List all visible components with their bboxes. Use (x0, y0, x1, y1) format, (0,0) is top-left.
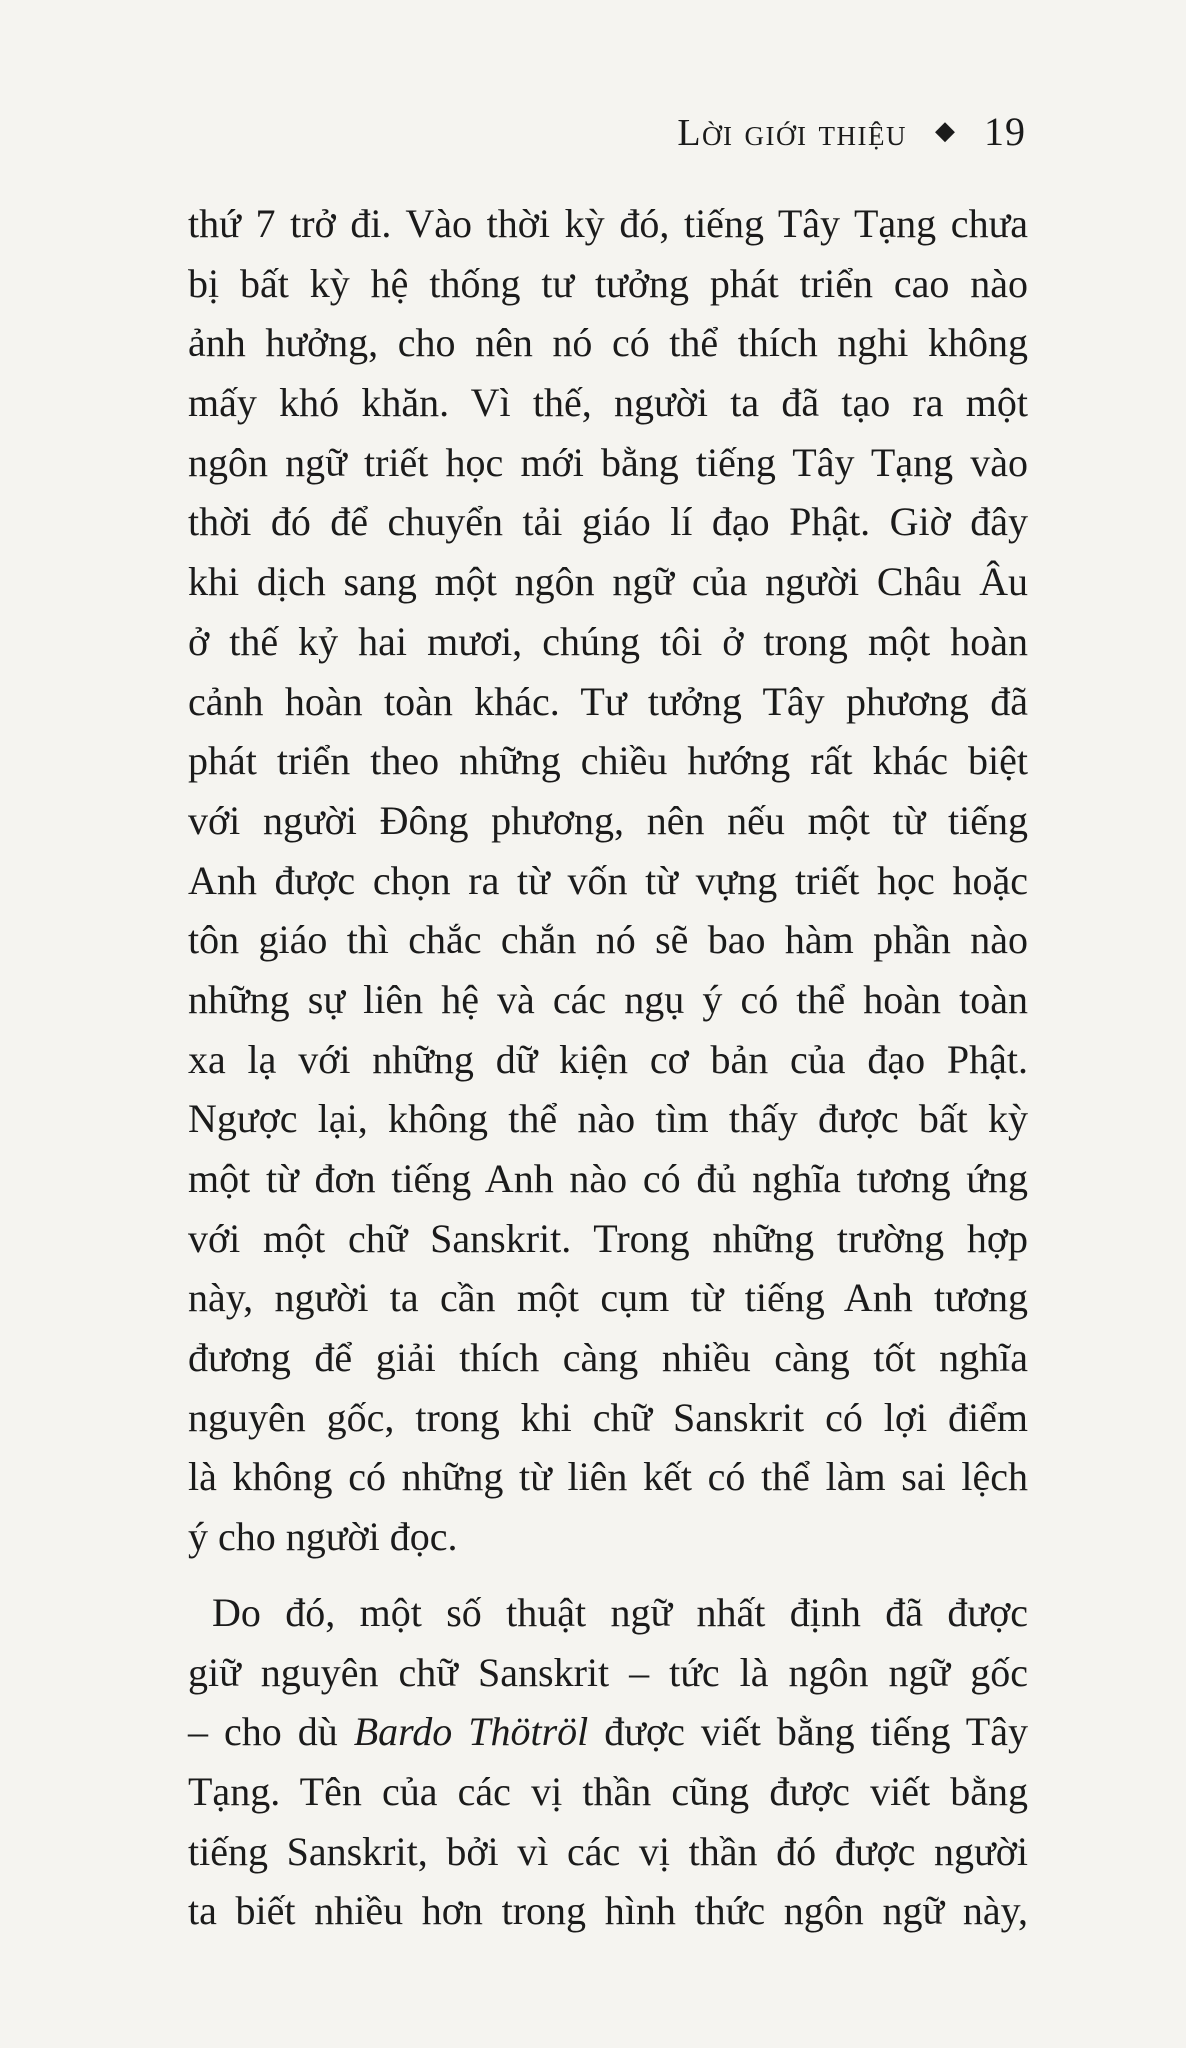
text-line: với một chữ Sanskrit. Trong những trường hợp (188, 1215, 1028, 1261)
text-line: là không có những từ liên kết có thể làm sai lệch (188, 1454, 1028, 1500)
text-line: Ngược lại, không thể nào tìm thấy được bất kỳ (188, 1096, 1028, 1142)
text-fragment: được viết bằng tiếng Tây (588, 1709, 1028, 1755)
text-line: với người Đông phương, nên nếu một từ tiếng (188, 797, 1028, 843)
text-line: khi dịch sang một ngôn ngữ của người Châu Âu (188, 559, 1028, 605)
text-line: ở thế kỷ hai mươi, chúng tôi ở trong một hoàn (188, 618, 1028, 664)
paragraph-2 (188, 1583, 1028, 1941)
text-line: Do đó, một số thuật ngữ nhất định đã được (212, 1590, 1028, 1635)
text-line: tiếng Sanskrit, bởi vì các vị thần đó được người (188, 1828, 1028, 1874)
text-line: tôn giáo thì chắc chắn nó sẽ bao hàm phần nào (188, 917, 1028, 963)
page-number: 19 (984, 109, 1026, 154)
text-line: nguyên gốc, trong khi chữ Sanskrit có lợi điểm (188, 1394, 1028, 1440)
text-line: thứ 7 trở đi. Vào thời kỳ đó, tiếng Tây Tạng chưa (188, 201, 1028, 246)
text-line: mấy khó khăn. Vì thế, người ta đã tạo ra một (188, 380, 1028, 426)
text-line: ảnh hưởng, cho nên nó có thể thích nghi không (188, 320, 1028, 366)
chapter-title: Lời giới thiệu (677, 112, 907, 154)
text-line: thời đó để chuyển tải giáo lí đạo Phật. Giờ đây (188, 499, 1028, 545)
text-line: ta biết nhiều hơn trong hình thức ngôn ngữ này, (188, 1888, 1028, 1934)
text-line (188, 1702, 1028, 1762)
text-line: giữ nguyên chữ Sanskrit – tức là ngôn ngữ gốc (188, 1649, 1028, 1695)
text-line: Tạng. Tên của các vị thần cũng được viết bằng (188, 1769, 1028, 1815)
text-line: xa lạ với những dữ kiện cơ bản của đạo Phật. (188, 1036, 1028, 1082)
running-header (677, 108, 1026, 155)
text-line: đương để giải thích càng nhiều càng tốt nghĩa (188, 1335, 1028, 1381)
text-line: Anh được chọn ra từ vốn từ vựng triết học hoặc (188, 857, 1028, 903)
text-line: ngôn ngữ triết học mới bằng tiếng Tây Tạng vào (188, 439, 1028, 485)
text-line: này, người ta cần một cụm từ tiếng Anh tương (188, 1275, 1028, 1321)
diamond-bullet-icon: ◆ (935, 116, 956, 145)
paragraph-1 (188, 194, 1028, 1567)
text-line: ý cho người đọc. (188, 1514, 458, 1560)
text-line: những sự liên hệ và các ngụ ý có thể hoàn toàn (188, 976, 1028, 1022)
book-title-italic: Bardo Thötröl (353, 1709, 589, 1755)
text-line: bị bất kỳ hệ thống tư tưởng phát triển cao nào (188, 260, 1028, 306)
text-line: phát triển theo những chiều hướng rất khác biệt (188, 738, 1028, 784)
text-line: cảnh hoàn toàn khác. Tư tưởng Tây phương đã (188, 678, 1028, 724)
text-fragment: – cho dù (188, 1709, 354, 1755)
text-line: một từ đơn tiếng Anh nào có đủ nghĩa tương ứng (188, 1156, 1028, 1201)
